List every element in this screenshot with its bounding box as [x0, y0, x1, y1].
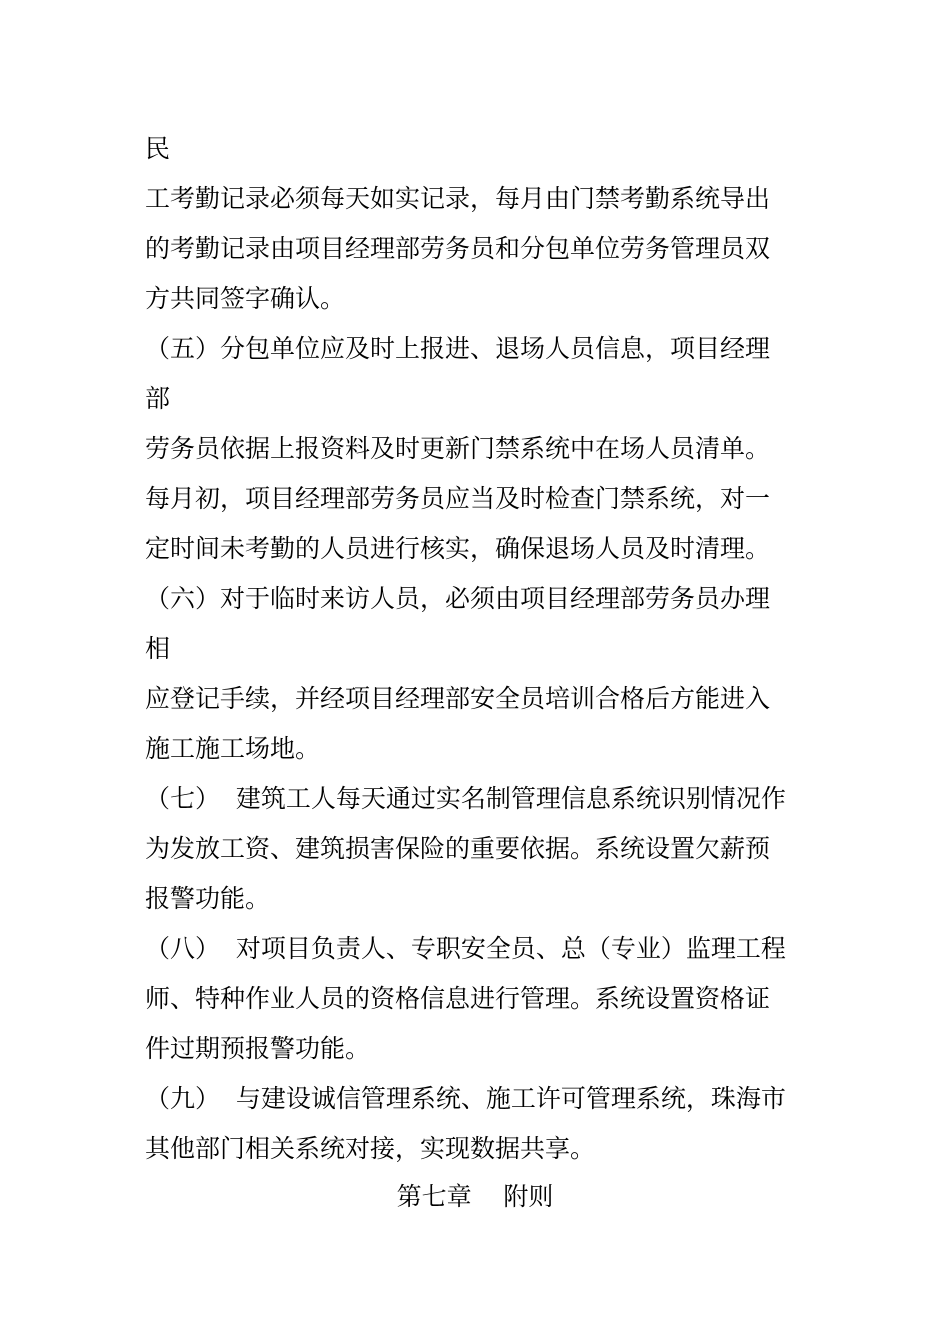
text-line: 的考勤记录由项目经理部劳务员和分包单位劳务管理员双	[145, 234, 771, 263]
chapter-heading: 第七章 附则	[396, 1182, 554, 1211]
text-line: 民	[145, 134, 171, 163]
text-line: 报警功能。	[145, 884, 271, 913]
text-line: 应登记手续，并经项目经理部安全员培训合格后方能进入	[145, 684, 771, 713]
text-line: 劳务员依据上报资料及时更新门禁系统中在场人员清单。	[145, 434, 771, 463]
text-line: 师、特种作业人员的资格信息进行管理。系统设置资格证	[145, 984, 771, 1013]
text-line: 定时间未考勤的人员进行核实，确保退场人员及时清理。	[145, 534, 771, 563]
clause-six-line: （六）对于临时来访人员，必须由项目经理部劳务员办理	[145, 584, 771, 613]
text-line: 每月初，项目经理部劳务员应当及时检查门禁系统，对一	[145, 484, 771, 513]
text-line: 方共同签字确认。	[145, 284, 346, 313]
clause-nine-line: （九） 与建设诚信管理系统、施工许可管理系统，珠海市	[145, 1084, 786, 1113]
text-line: 其他部门相关系统对接，实现数据共享。	[145, 1134, 596, 1163]
text-line: 部	[145, 384, 171, 413]
text-line: 件过期预报警功能。	[145, 1034, 371, 1063]
text-line: 施工施工场地。	[145, 734, 321, 763]
clause-five-line: （五）分包单位应及时上报进、退场人员信息，项目经理	[145, 334, 771, 363]
clause-seven-line: （七） 建筑工人每天通过实名制管理信息系统识别情况作	[145, 784, 786, 813]
text-line: 工考勤记录必须每天如实记录，每月由门禁考勤系统导出	[145, 184, 771, 213]
text-line: 为发放工资、建筑损害保险的重要依据。系统设置欠薪预	[145, 834, 771, 863]
clause-eight-line: （八） 对项目负责人、专职安全员、总（专业）监理工程	[145, 934, 786, 963]
text-line: 相	[145, 634, 171, 663]
